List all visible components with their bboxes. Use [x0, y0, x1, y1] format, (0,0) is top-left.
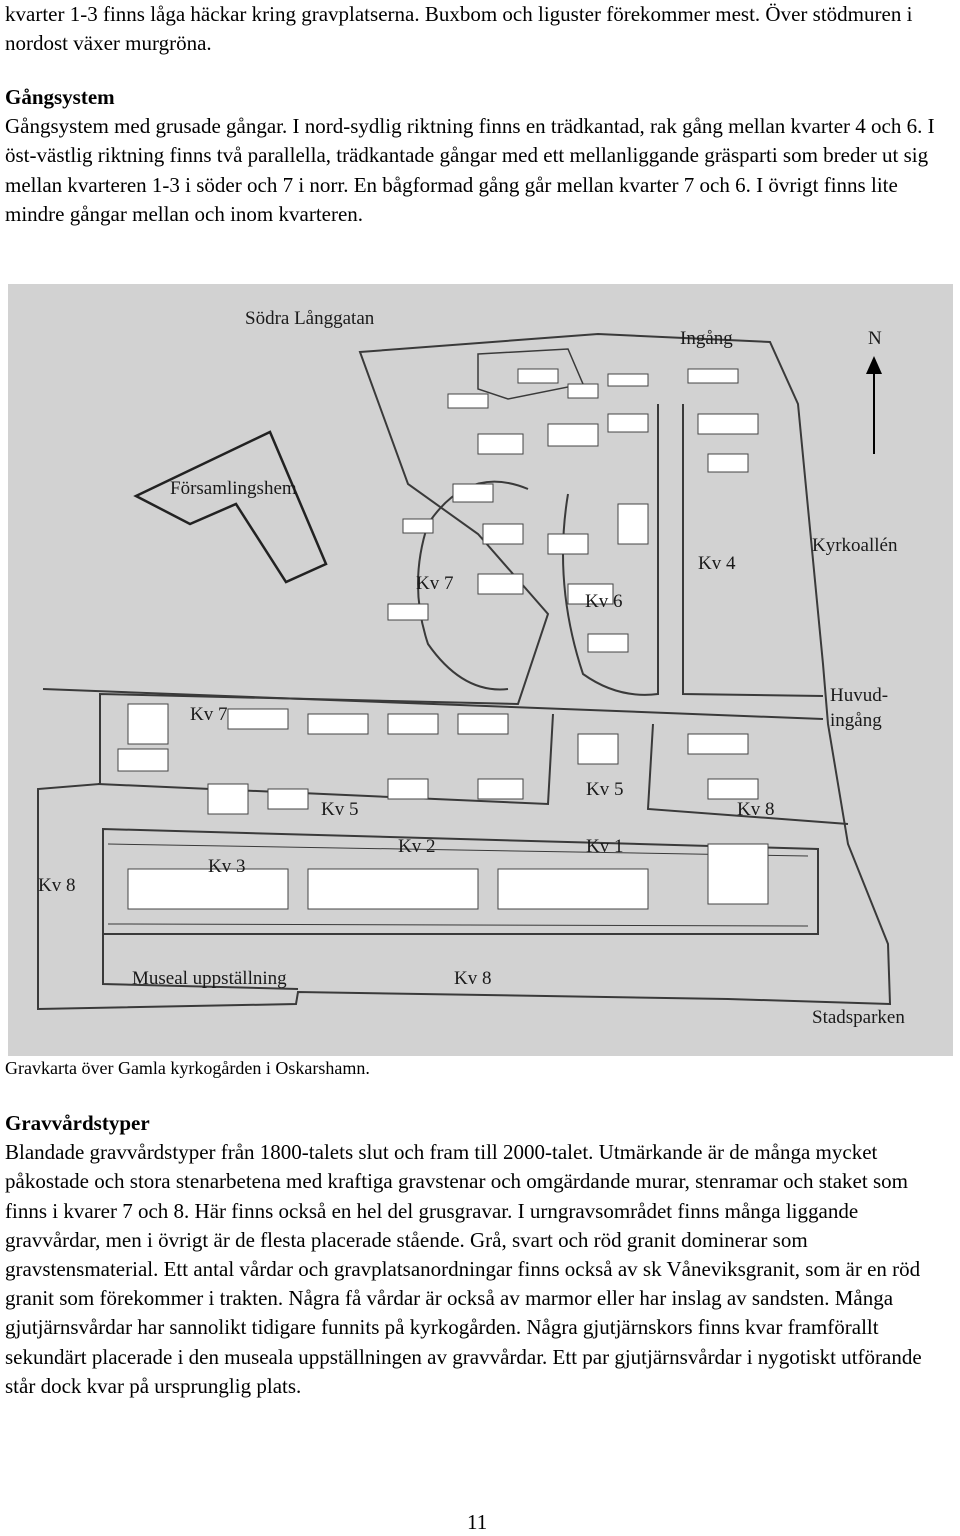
- map-label-kv2: Kv 2: [398, 836, 436, 857]
- grave-plot: [268, 789, 308, 809]
- grave-plot: [608, 374, 648, 386]
- grave-plot: [548, 424, 598, 446]
- map-label-forsamlingshem: Församlingshem: [170, 478, 297, 499]
- grave-plot: [453, 484, 493, 502]
- gangsystem-text: Gångsystem med grusade gångar. I nord-sydlig riktning finns en trädkantad, rak gång mellan kvarter 4 och 6. I öst-västlig riktning finns två parallella, trädkantade gångar med ett mellanliggande gräsparti som breder ut sig mellan kvarteren 1-3 i söder och 7 i norr. En bågformad gång går mellan kvarter 7 och 6. I övrigt finns lite mindre gångar mellan och inom kvarteren.: [5, 114, 935, 226]
- map-label-sodra-langgatan: Södra Långgatan: [245, 308, 375, 329]
- map-label-museal: Museal uppställning: [132, 968, 287, 989]
- grave-plot: [588, 634, 628, 652]
- grave-plot: [478, 434, 523, 454]
- map-label-kyrkoallen: Kyrkoallén: [812, 535, 898, 556]
- grave-plot: [458, 714, 508, 734]
- grave-plot: [208, 784, 248, 814]
- gravvardstyper-section: [5, 1109, 955, 1401]
- map-drawing: [8, 284, 953, 1056]
- grave-plot: [448, 394, 488, 408]
- map-label-kv3: Kv 3: [208, 856, 246, 877]
- map-label-kv8-left: Kv 8: [38, 875, 76, 896]
- map-label-north: N: [868, 328, 882, 349]
- grave-plot: [128, 704, 168, 744]
- map-label-ingang-main: ingång: [830, 710, 882, 731]
- grave-plot: [688, 734, 748, 754]
- map-caption: Gravkarta över Gamla kyrkogården i Oskarshamn.: [5, 1058, 370, 1078]
- forsamlingshem-outline: [136, 432, 326, 582]
- map-label-kv8-bottom: Kv 8: [454, 968, 492, 989]
- cemetery-map: [8, 284, 953, 1056]
- map-label-kv5-right: Kv 5: [586, 779, 624, 800]
- grave-plot: [478, 574, 523, 594]
- grave-plot: [403, 519, 433, 533]
- map-label-stadsparken: Stadsparken: [812, 1007, 905, 1028]
- grave-plot: [548, 534, 588, 554]
- grave-plot: [118, 749, 168, 771]
- map-label-kv4: Kv 4: [698, 553, 736, 574]
- map-label-ingang: Ingång: [680, 328, 733, 349]
- grave-plot: [308, 714, 368, 734]
- gravvardstyper-heading: Gravvårdstyper: [5, 1111, 150, 1135]
- lower-path-2: [108, 924, 808, 926]
- grave-plot: [388, 714, 438, 734]
- grave-plot: [568, 384, 598, 398]
- intro-paragraph: kvarter 1-3 finns låga häckar kring gravplatserna. Buxbom och liguster förekommer mest. Över stödmuren i nordost växer murgröna.: [5, 2, 913, 56]
- grave-plot: [483, 524, 523, 544]
- grave-plot: [308, 869, 478, 909]
- grave-plot: [708, 779, 758, 799]
- grave-plot: [388, 604, 428, 620]
- map-label-kv6: Kv 6: [585, 591, 623, 612]
- grave-plot: [388, 779, 428, 799]
- grave-plot: [608, 414, 648, 432]
- grave-plot: [228, 709, 288, 729]
- grave-plot: [618, 504, 648, 544]
- grave-plot: [698, 414, 758, 434]
- grave-plot: [708, 844, 768, 904]
- gangsystem-heading: Gångsystem: [5, 85, 115, 109]
- grave-plot: [578, 734, 618, 764]
- grave-plot: [478, 779, 523, 799]
- gangsystem-section: [5, 83, 955, 229]
- map-label-kv1: Kv 1: [586, 836, 624, 857]
- map-label-kv8-right: Kv 8: [737, 799, 775, 820]
- map-label-kv7-left: Kv 7: [190, 704, 228, 725]
- gravvardstyper-text: Blandade gravvårdstyper från 1800-talets slut och fram till 2000-talet. Utmärkande är de många mycket påkostade och stora stenarbetena med kraftiga gravstenar och omgärdande murar, stenramar och staket som finns i kvarer 7 och 8. Här finns också en hel del grusgravar. I urngravsområdet finns många liggande gravvårdar, men i övrigt är de flesta placerade stående. Grå, svart och röd granit dominerar som gravstensmaterial. Ett antal vårdar och gravplatsanordningar finns också av sk Våneviksgranit, som är en röd granit som förekommer i trakten. Några få vårdar är också av marmor eller har inslag av sandsten. Många gjutjärnsvårdar har sannolikt tidigare funnits på kyrkogården. Några gjutjärnskors finns kvar framförallt sekundärt placerade i den museala uppställningen av gravvårdar. Ett par gjutjärnsvårdar i nygotiskt utförande står dock kvar på ursprunglig plats.: [5, 1140, 922, 1398]
- north-arrow: [866, 356, 882, 454]
- grave-plot: [708, 454, 748, 472]
- grave-plot: [688, 369, 738, 383]
- map-label-kv7-top: Kv 7: [416, 573, 454, 594]
- grave-plot: [518, 369, 558, 383]
- page-number: 11: [467, 1510, 488, 1534]
- map-label-kv5-left: Kv 5: [321, 799, 359, 820]
- map-label-huvud: Huvud-: [830, 685, 889, 706]
- grave-plot: [498, 869, 648, 909]
